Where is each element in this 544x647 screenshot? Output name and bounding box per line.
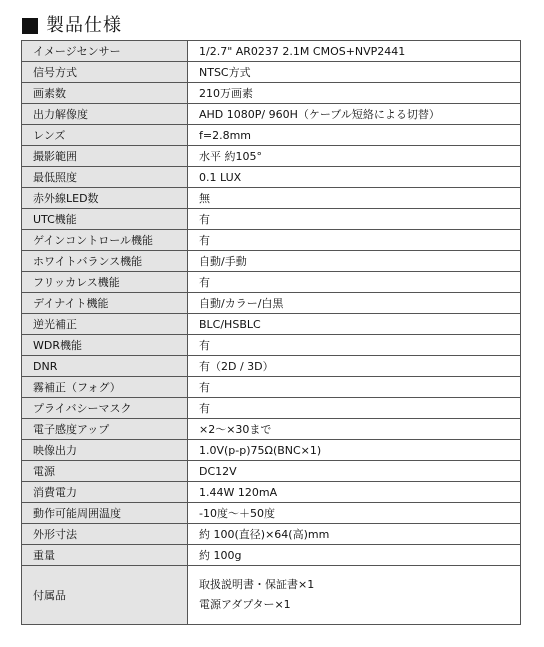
spec-label: 出力解像度 (22, 104, 188, 125)
spec-label: 撮影範囲 (22, 146, 188, 167)
spec-row (22, 167, 521, 188)
spec-row (22, 272, 521, 293)
spec-row (22, 314, 521, 335)
spec-row (22, 188, 521, 209)
spec-label: 付属品 (22, 566, 188, 625)
spec-value: 1/2.7" AR0237 2.1M CMOS+NVP2441 (188, 41, 521, 62)
spec-label: 外形寸法 (22, 524, 188, 545)
spec-row (22, 293, 521, 314)
spec-label: イメージセンサー (22, 41, 188, 62)
spec-value: DC12V (188, 461, 521, 482)
spec-value: AHD 1080P/ 960H（ケーブル短絡による切替） (188, 104, 521, 125)
spec-value: 有 (188, 209, 521, 230)
spec-row (22, 41, 521, 62)
spec-row-accessories (22, 566, 521, 625)
spec-value: 210万画素 (188, 83, 521, 104)
spec-row (22, 461, 521, 482)
spec-value-accessories (188, 566, 521, 625)
spec-label: 重量 (22, 545, 188, 566)
spec-label: 逆光補正 (22, 314, 188, 335)
spec-label: 消費電力 (22, 482, 188, 503)
spec-label: デイナイト機能 (22, 293, 188, 314)
spec-row (22, 524, 521, 545)
spec-label: 最低照度 (22, 167, 188, 188)
spec-value: 有 (188, 230, 521, 251)
spec-row (22, 230, 521, 251)
spec-label: ゲインコントロール機能 (22, 230, 188, 251)
spec-row (22, 377, 521, 398)
spec-row (22, 251, 521, 272)
spec-label: 赤外線LED数 (22, 188, 188, 209)
spec-label: 映像出力 (22, 440, 188, 461)
spec-value: -10度～＋50度 (188, 503, 521, 524)
spec-row (22, 209, 521, 230)
spec-label: フリッカレス機能 (22, 272, 188, 293)
spec-row (22, 398, 521, 419)
spec-value: 1.0V(p-p)75Ω(BNC×1) (188, 440, 521, 461)
spec-table (21, 40, 521, 625)
spec-label: DNR (22, 356, 188, 377)
spec-table-body (22, 41, 521, 625)
spec-value: 約 100(直径)×64(高)mm (188, 524, 521, 545)
section-title-text: 製品仕様 (46, 15, 122, 36)
spec-row (22, 125, 521, 146)
spec-value: ×2～×30まで (188, 419, 521, 440)
spec-row (22, 482, 521, 503)
accessory-item: 電源アダプター×1 (199, 598, 291, 611)
section-title (22, 14, 122, 38)
spec-row (22, 503, 521, 524)
spec-value: 水平 約105° (188, 146, 521, 167)
spec-label: 電源 (22, 461, 188, 482)
spec-value: 1.44W 120mA (188, 482, 521, 503)
spec-row (22, 335, 521, 356)
spec-row (22, 62, 521, 83)
spec-label: 信号方式 (22, 62, 188, 83)
spec-label: 画素数 (22, 83, 188, 104)
spec-value: 0.1 LUX (188, 167, 521, 188)
spec-value: 自動/カラー/白黒 (188, 293, 521, 314)
spec-label: ホワイトバランス機能 (22, 251, 188, 272)
spec-value: BLC/HSBLC (188, 314, 521, 335)
spec-value: 有 (188, 335, 521, 356)
spec-label: 霧補正（フォグ） (22, 377, 188, 398)
spec-value: 有 (188, 272, 521, 293)
spec-value: 有 (188, 377, 521, 398)
accessory-item: 取扱説明書・保証書×1 (199, 578, 315, 591)
spec-value: 有（2D / 3D） (188, 356, 521, 377)
spec-row (22, 146, 521, 167)
spec-value: 無 (188, 188, 521, 209)
spec-value: 自動/手動 (188, 251, 521, 272)
spec-row (22, 545, 521, 566)
spec-row (22, 104, 521, 125)
spec-label: レンズ (22, 125, 188, 146)
spec-label: 電子感度アップ (22, 419, 188, 440)
spec-row (22, 356, 521, 377)
spec-value: f=2.8mm (188, 125, 521, 146)
spec-row (22, 83, 521, 104)
spec-label: プライバシーマスク (22, 398, 188, 419)
spec-label: WDR機能 (22, 335, 188, 356)
spec-row (22, 440, 521, 461)
spec-label: 動作可能周囲温度 (22, 503, 188, 524)
spec-value: 有 (188, 398, 521, 419)
spec-value: 約 100g (188, 545, 521, 566)
spec-value: NTSC方式 (188, 62, 521, 83)
spec-label: UTC機能 (22, 209, 188, 230)
square-bullet-icon (22, 18, 38, 34)
spec-row (22, 419, 521, 440)
